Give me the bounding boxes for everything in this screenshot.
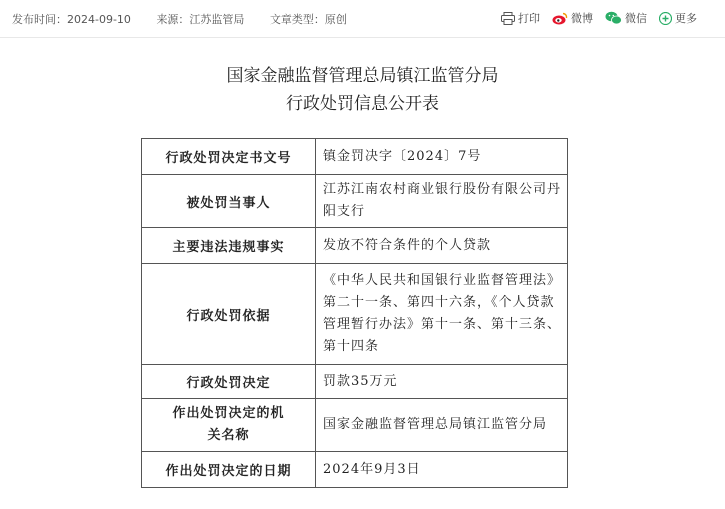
row-value: 江苏江南农村商业银行股份有限公司丹阳支行 [316,175,568,228]
wechat-icon [605,11,622,25]
row-label-text: 作出处罚决定的机关名称 [172,406,285,443]
table-row [142,228,568,264]
page-title-org: 国家金融监督管理总局镇江监管分局 [226,66,499,86]
row-label: 行政处罚依据 [142,264,316,365]
penalty-info-table [141,138,568,488]
row-label: 主要违法违规事实 [142,228,316,264]
printer-icon [501,12,515,25]
publish-date: 发布时间：2024-09-10 [12,13,131,26]
page-title-doc: 行政处罚信息公开表 [286,94,439,114]
row-value: 《中华人民共和国银行业监督管理法》第二十一条、第四十六条，《个人贷款管理暂行办法》第十一条、第十三条、第十四条 [316,264,568,365]
weibo-icon [552,12,568,25]
share-toolbar [501,10,697,26]
table-row [142,264,568,365]
print-label: 打印 [518,12,540,25]
row-value: 镇金罚决字〔2024〕7号 [316,139,568,175]
row-value: 2024年9月3日 [316,452,568,488]
row-label: 被处罚当事人 [142,175,316,228]
more-label: 更多 [675,12,697,25]
article-meta-bar [0,0,725,38]
source: 来源：江苏监管局 [156,13,245,26]
row-label: 作出处罚决定的日期 [142,452,316,488]
table-row [142,139,568,175]
article-meta [12,11,369,27]
wechat-share-button[interactable] [605,10,647,26]
wechat-label: 微信 [625,12,647,25]
print-button[interactable] [501,10,540,26]
table-row [142,365,568,399]
doc-type: 文章类型：原创 [269,13,347,26]
row-value: 国家金融监督管理总局镇江监管分局 [316,399,568,452]
table-row [142,399,568,452]
row-value: 罚款35万元 [316,365,568,399]
weibo-label: 微博 [571,12,593,25]
row-label: 行政处罚决定 [142,365,316,399]
row-value: 发放不符合条件的个人贷款 [316,228,568,264]
row-label: 行政处罚决定书文号 [142,139,316,175]
table-row [142,452,568,488]
table-row [142,175,568,228]
weibo-share-button[interactable] [552,10,593,26]
row-label [142,399,316,452]
plus-circle-icon [659,12,672,25]
more-share-button[interactable] [659,10,697,26]
